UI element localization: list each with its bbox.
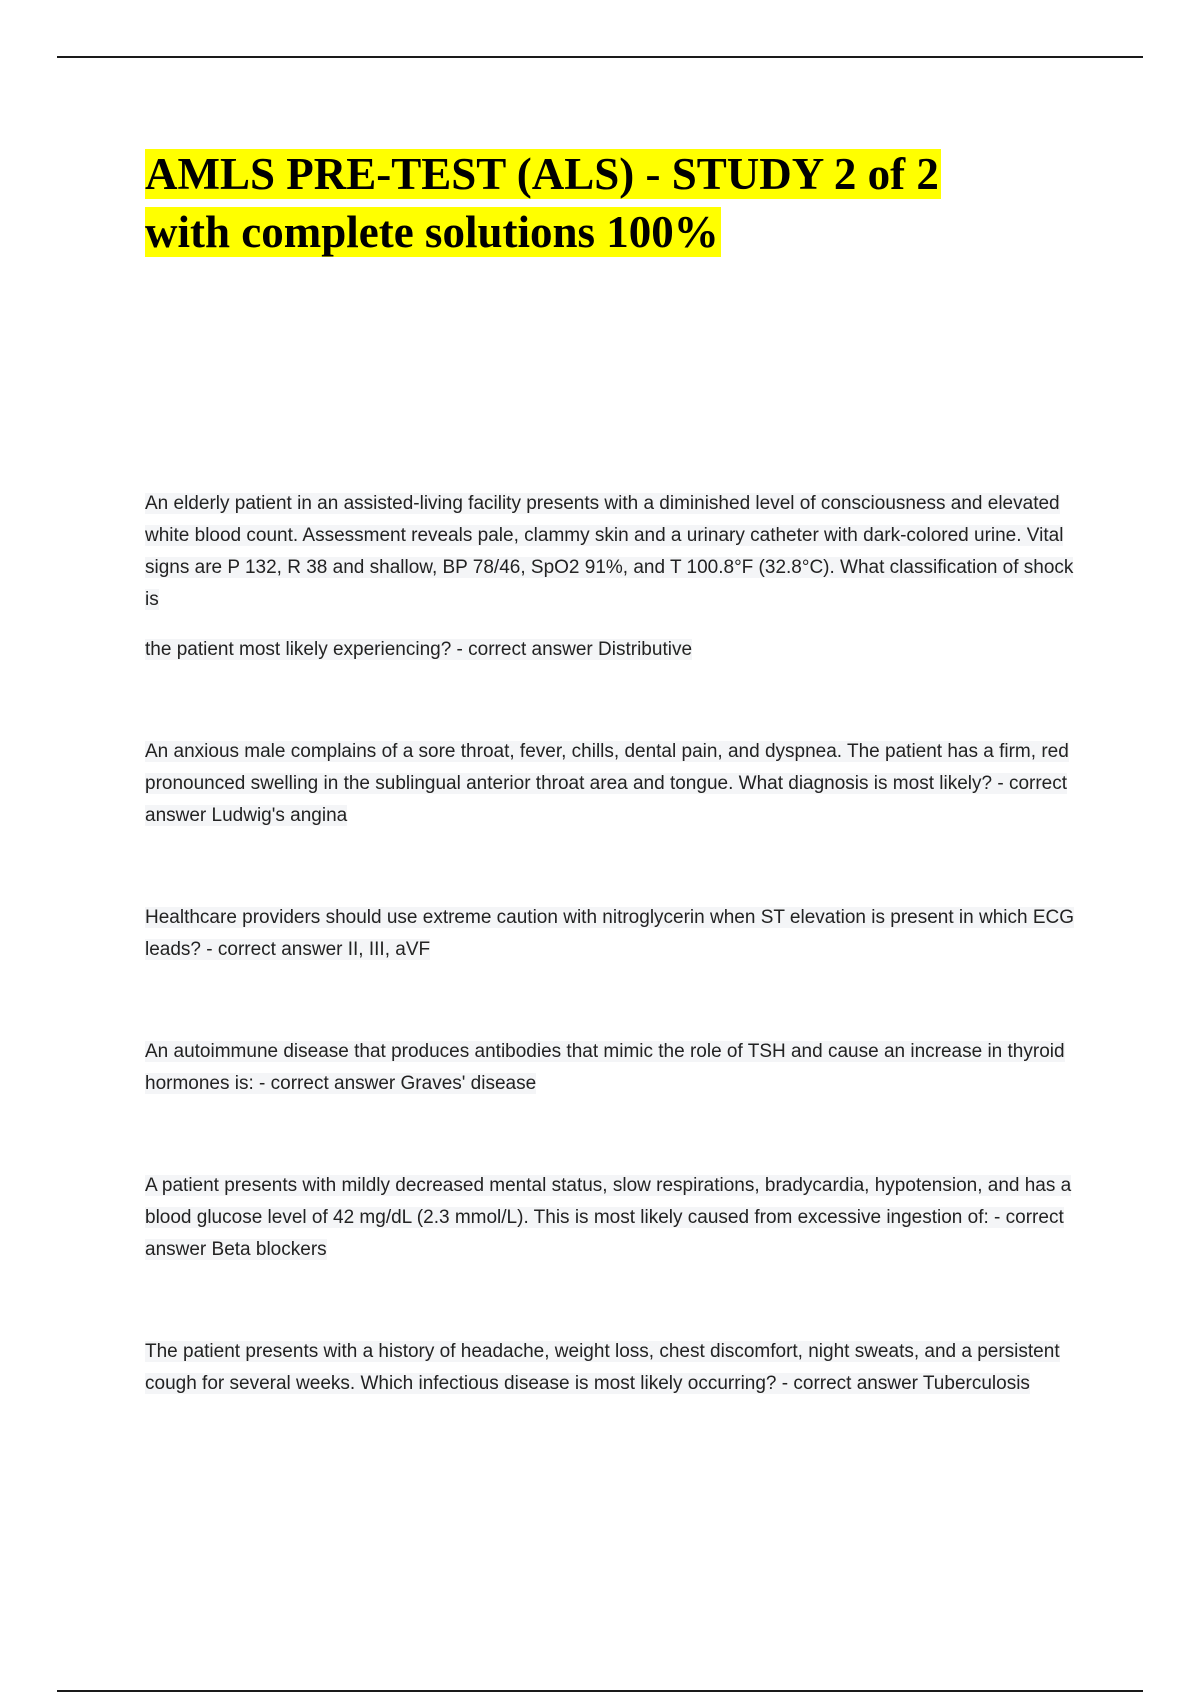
question-4: An autoimmune disease that produces antibodies that mimic the role of TSH and cause an increase in thyroid hormones is: - correct answer Graves' disease — [145, 1041, 1065, 1094]
question-1-answer: the patient most likely experiencing? - correct answer Distributive — [145, 639, 693, 660]
question-6: The patient presents with a history of headache, weight loss, chest discomfort, night sweats, and a persistent cough for several weeks. Which infectious disease is most likely occurring? - correct answer Tuberculosis — [145, 1341, 1060, 1394]
question-list — [145, 488, 1085, 1400]
top-horizontal-rule — [57, 56, 1143, 58]
document-title — [145, 145, 1045, 261]
question-5: A patient presents with mildly decreased mental status, slow respirations, bradycardia, hypotension, and has a blood glucose level of 42 mg/dL (2.3 mmol/L). This is most likely caused from excessive ingestion of: - correct answer Beta blockers — [145, 1175, 1072, 1260]
question-2: An anxious male complains of a sore throat, fever, chills, dental pain, and dyspnea. The patient has a firm, red pronounced swelling in the sublingual anterior throat area and tongue. What diagnosis is most likely? - correct answer Ludwig's angina — [145, 741, 1069, 826]
bottom-horizontal-rule — [57, 1690, 1143, 1692]
title-line-2: with complete solutions 100% — [145, 207, 719, 257]
question-1-text: An elderly patient in an assisted-living facility presents with a diminished level of consciousness and elevated white blood count. Assessment reveals pale, clammy skin and a urinary catheter with dark-colored urine. Vital signs are P 132, R 38 and shallow, BP 78/46, SpO2 91%, and T 100.8°F (32.8°C). What classification of shock is — [145, 493, 1074, 610]
title-line-1: AMLS PRE-TEST (ALS) - STUDY 2 of 2 — [145, 149, 939, 199]
question-3: Healthcare providers should use extreme caution with nitroglycerin when ST elevation is present in which ECG leads? - correct answer II, III, aVF — [145, 907, 1074, 960]
